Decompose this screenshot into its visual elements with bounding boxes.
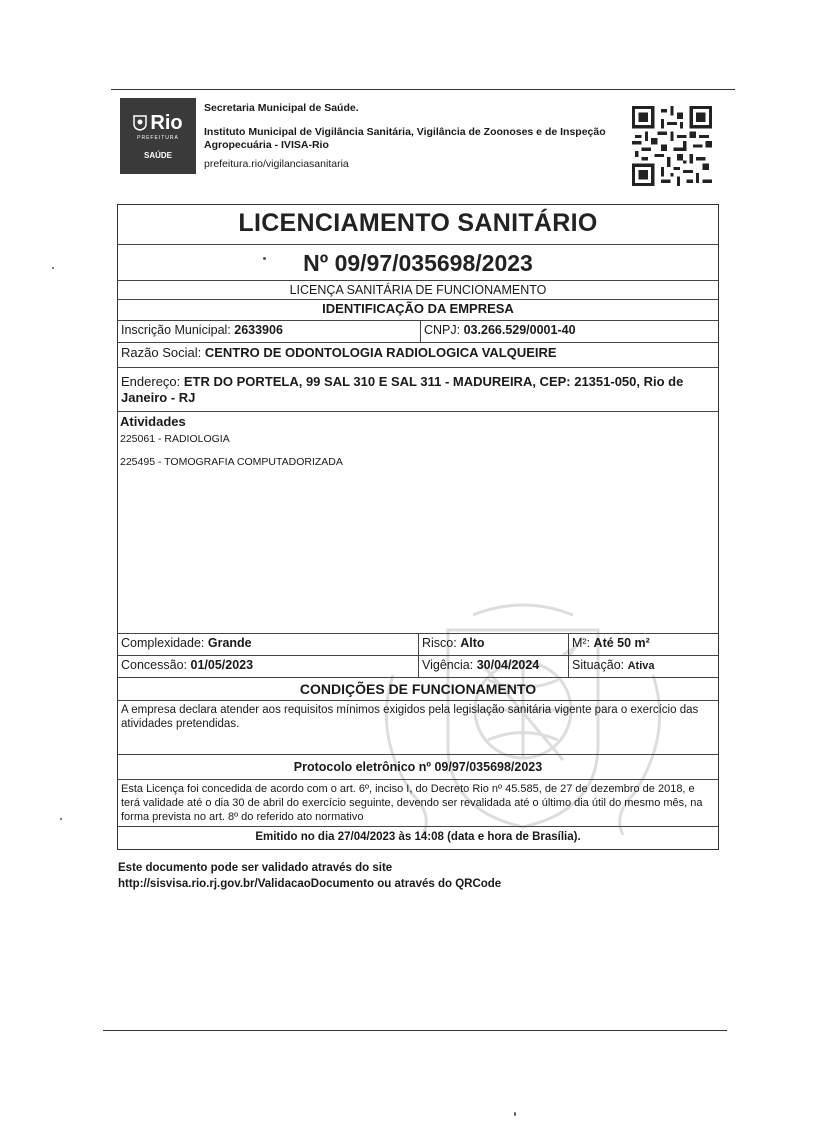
conditions-text: A empresa declara atender aos requisitos mínimos exigidos pela legislação sanitária vigente para o exercício das atividades pretendidas. bbox=[121, 704, 699, 730]
razao-social-cell bbox=[118, 343, 718, 367]
coat-of-arms-icon bbox=[133, 115, 147, 131]
complexidade-cell bbox=[118, 634, 418, 655]
risco-cell bbox=[418, 634, 568, 655]
razao-label: Razão Social: bbox=[121, 345, 202, 360]
identification-heading-row bbox=[118, 300, 718, 321]
identification-heading: IDENTIFICAÇÃO DA EMPRESA bbox=[322, 301, 514, 316]
concessao-label: Concessão: bbox=[121, 658, 188, 672]
license-box bbox=[117, 204, 719, 850]
activity-item: 225495 - TOMOGRAFIA COMPUTADORIZADA bbox=[120, 456, 343, 468]
conditions-text-row bbox=[118, 701, 718, 755]
protocol-text-row bbox=[118, 780, 718, 827]
prefeitura-rio-logo bbox=[120, 98, 196, 174]
emitted-text: Emitido no dia 27/04/2023 às 14:08 (data e hora de Brasília). bbox=[255, 831, 581, 843]
endereco-value: ETR DO PORTELA, 99 SAL 310 E SAL 311 - MADUREIRA, CEP: 21351-050, Rio de Janeiro - RJ bbox=[121, 374, 684, 405]
endereco-row bbox=[118, 368, 718, 412]
scan-speck bbox=[263, 257, 266, 260]
vigencia-label: Vigência: bbox=[422, 658, 474, 672]
header-url[interactable]: prefeitura.rio/vigilanciasanitaria bbox=[204, 158, 349, 170]
activity-item: 225061 - RADIOLOGIA bbox=[120, 433, 230, 445]
situacao-value: Ativa bbox=[627, 660, 655, 672]
endereco-label: Endereço: bbox=[121, 374, 181, 389]
logo-saude: SAÚDE bbox=[143, 150, 172, 160]
emitted-row bbox=[118, 827, 718, 848]
situacao-cell bbox=[568, 656, 718, 677]
m2-value: Até 50 m² bbox=[593, 636, 650, 650]
m2-cell bbox=[568, 634, 718, 655]
validation-note bbox=[118, 860, 501, 892]
activities-row bbox=[118, 412, 718, 634]
vigencia-cell bbox=[418, 656, 568, 677]
situacao-label: Situação: bbox=[572, 658, 625, 672]
conditions-heading: CONDIÇÕES DE FUNCIONAMENTO bbox=[299, 681, 537, 697]
title-row bbox=[118, 205, 718, 245]
concessao-value: 01/05/2023 bbox=[190, 658, 254, 672]
license-number-row bbox=[118, 245, 718, 281]
concessao-cell bbox=[118, 656, 418, 677]
razao-value: CENTRO DE ODONTOLOGIA RADIOLOGICA VALQUEIRE bbox=[204, 345, 557, 360]
license-number: Nº 09/97/035698/2023 bbox=[303, 250, 533, 276]
scan-speck bbox=[52, 267, 54, 269]
document-title: LICENCIAMENTO SANITÁRIO bbox=[238, 209, 598, 237]
top-divider bbox=[111, 89, 735, 90]
vigencia-value: 30/04/2024 bbox=[476, 658, 540, 672]
complexity-row bbox=[118, 634, 718, 656]
protocol-heading: Protocolo eletrônico nº 09/97/035698/2023 bbox=[293, 760, 543, 774]
m2-label: M²: bbox=[572, 636, 591, 650]
validation-link[interactable]: http://sisvisa.rio.rj.gov.br/ValidacaoDocumento ou através do QRCode bbox=[118, 878, 502, 890]
protocol-text: Esta Licença foi concedida de acordo com o art. 6º, inciso I, do Decreto Rio nº 45.585, de 27 de dezembro de 2018, e terá validade até o dia 30 de abril do exercício seguinte, devendo ser revalidada até o último dia útil do mesmo mês, na forma prevista no art. 8º do referido ato normativo bbox=[121, 783, 703, 823]
logo-text: Rio bbox=[150, 111, 183, 134]
header-text bbox=[204, 102, 624, 171]
qr-code-icon[interactable] bbox=[632, 106, 712, 186]
conditions-heading-row bbox=[118, 678, 718, 701]
protocol-heading-row bbox=[118, 755, 718, 780]
inscricao-cnpj-row bbox=[118, 321, 718, 343]
bottom-divider bbox=[103, 1030, 727, 1031]
cnpj-value: 03.266.529/0001-40 bbox=[463, 323, 576, 337]
risco-value: Alto bbox=[460, 636, 485, 650]
inscricao-label: Inscrição Municipal: bbox=[121, 323, 231, 337]
activities-heading: Atividades bbox=[120, 414, 186, 429]
risco-label: Risco: bbox=[422, 636, 457, 650]
endereco-cell bbox=[118, 368, 718, 411]
complexidade-label: Complexidade: bbox=[121, 636, 205, 650]
license-type-row bbox=[118, 281, 718, 300]
validation-line-1: Este documento pode ser validado através do site bbox=[118, 862, 393, 874]
razao-social-row bbox=[118, 343, 718, 368]
dates-row bbox=[118, 656, 718, 678]
logo-subtext: PREFEITURA bbox=[137, 134, 179, 141]
scan-speck bbox=[514, 1112, 516, 1116]
complexidade-value: Grande bbox=[207, 636, 252, 650]
scan-speck bbox=[60, 818, 62, 820]
inscricao-value: 2633906 bbox=[234, 323, 283, 337]
license-type: LICENÇA SANITÁRIA DE FUNCIONAMENTO bbox=[289, 283, 547, 297]
cnpj-cell bbox=[420, 321, 718, 342]
instituto-name: Instituto Municipal de Vigilância Sanitária, Vigilância de Zoonoses e de Inspeção Agropecuária - IVISA-Rio bbox=[204, 126, 606, 151]
logo-mark bbox=[133, 113, 182, 133]
inscricao-cell bbox=[118, 321, 420, 342]
cnpj-label: CNPJ: bbox=[424, 323, 461, 337]
secretaria-name: Secretaria Municipal de Saúde. bbox=[204, 102, 359, 114]
